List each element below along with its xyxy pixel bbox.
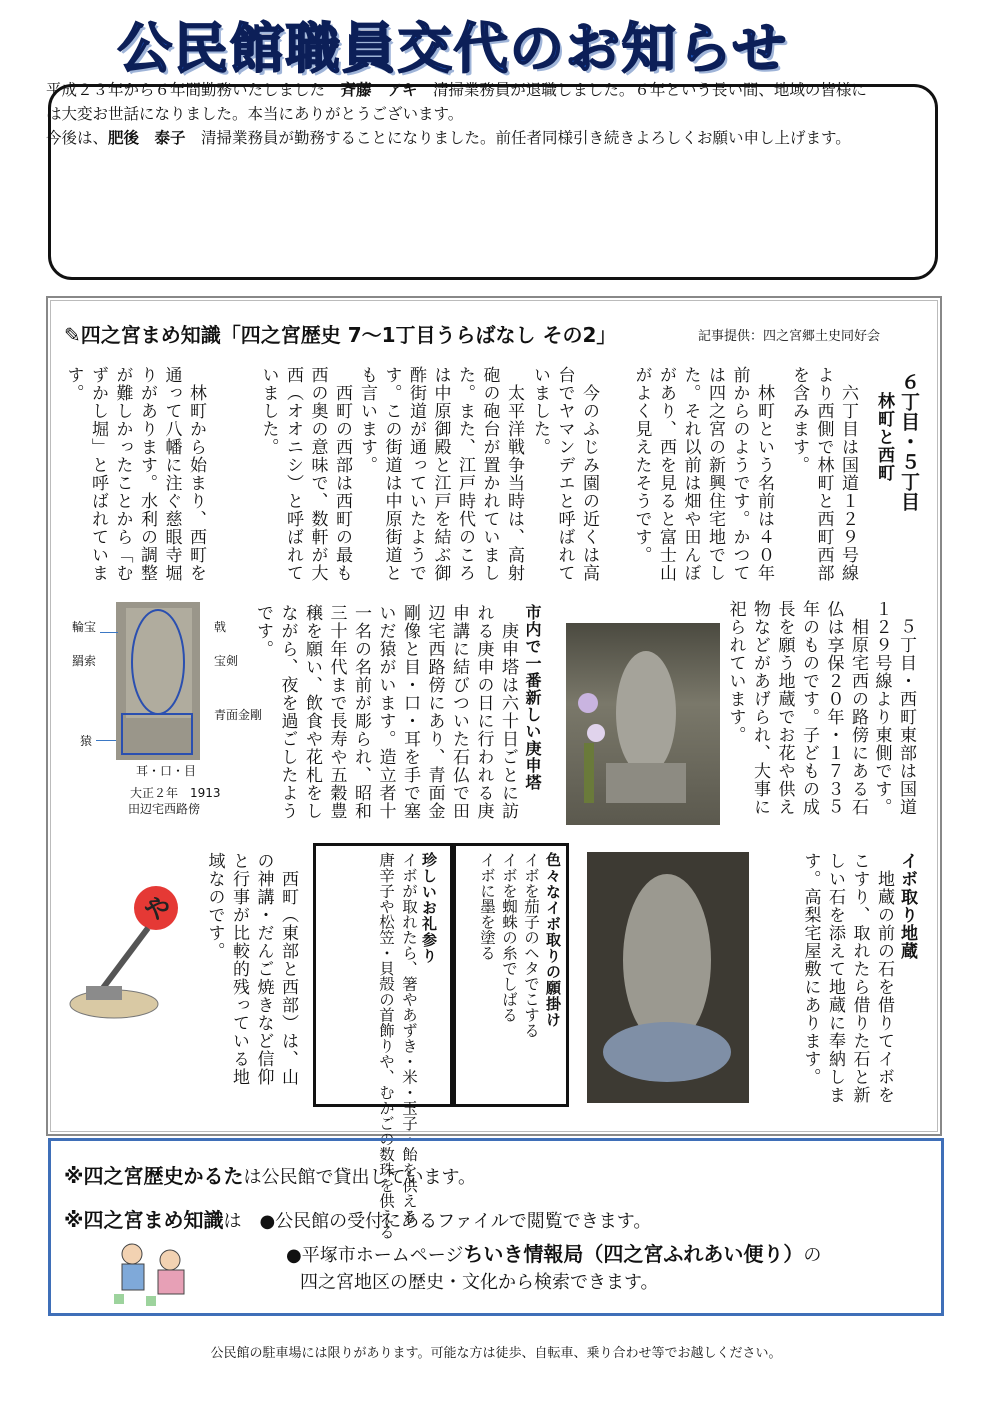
- notice-p1-b: 清掃業務員が退職しました。６年という長い間、地域の皆様には大変お世話になりました。本当にありがとうございます。: [46, 81, 867, 123]
- text-war-history: 太平洋戦争当時は、高射砲の砲台が置かれていました。また、江戸時代のころは中原御殿と江戸を結ぶ御酢街道が通っていたようです。この街道は中原街道とも言います。: [357, 366, 524, 582]
- text-route-129: 六丁目は国道１２９号線より西側で林町と西町西部を含みます。: [789, 366, 858, 582]
- koshin-text: 庚申塔は六十日ごとに訪れる庚申の日に行われる庚申講に結びついた石仏で田辺宅西路傍にあり、青面金剛像と目・口・耳を手で塞いだ猿がいます。造立者十一名の名前が彫られ、昭和三十年代まで長寿や五穀豊穣を願い、飲食や花札をしながら、夜を過ごしたようです。: [253, 604, 518, 820]
- badge-char: や: [144, 895, 171, 925]
- koshin-stone-photo: [116, 602, 200, 760]
- info-line-homepage: ●平塚市ホームページちいき情報局（四之宮ふれあい便り）の: [286, 1242, 822, 1266]
- text-yamandee: 今のふじみ園の近くは高台でヤマンデエと呼ばれていました。: [530, 366, 599, 582]
- article-credit: 記事提供：四之宮郷土史同好会: [698, 329, 881, 344]
- new-staff-name: 肥後 泰子: [108, 129, 186, 147]
- section-title-area: 林町と西町: [874, 392, 894, 482]
- label-monkey: 猿: [80, 734, 93, 748]
- anti-aircraft-illustration: [64, 880, 184, 1026]
- info-line-karuta: ※四之宮歴史かるたは公民館で貸出しています。: [64, 1164, 477, 1188]
- ibo-jizo-photo: [587, 852, 749, 1103]
- info-line-search: 四之宮地区の歴史・文化から検索できます。: [300, 1272, 659, 1293]
- section-title-chome: ６丁目・５丁目: [898, 372, 920, 512]
- label-ear-mouth-eye: 耳・口・目: [136, 764, 197, 778]
- karuta-illustration: [104, 1238, 196, 1308]
- text-jigenji-bori: 林町から始まり、西町を通って八幡に注ぐ慈眼寺堀りがあります。水利の調整が難しかったことから「むずかし堀」と呼ばれています。: [63, 366, 206, 582]
- notice-p1-a: 平成２３年から６年間勤務いたしました: [46, 81, 341, 99]
- label-shomen-kongo: 青面金剛: [214, 708, 263, 722]
- text-hayashicho: 林町という名前は４０年前からのようです。かつては四之宮の新興住宅地でした。それ以前は畑や田んぼがあり、西を見ると富士山がよく見えたそうです。: [631, 366, 774, 582]
- footer-note: 公民館の駐車場には限りがあります。可能な方は徒歩、自転車、乗り合わせ等でお越しください。: [210, 1346, 782, 1361]
- ibo-methods-title: 色々なイボ取りの願掛け: [544, 852, 562, 1028]
- notice-p2-a: 今後は、: [46, 129, 109, 147]
- text-5chome: ５丁目・西町東部は国道１２９号線より東側です。: [871, 600, 916, 816]
- text-nishimachi-west: 西町の西部は西町の最も西の奥の意味で、数軒が大西（オオニシ）と呼ばれていました。: [258, 366, 352, 582]
- article-heading: ✎四之宮まめ知識「四之宮歴史 7～1丁目うらばなし その2」: [64, 323, 617, 347]
- label-rinpo: 輪宝: [72, 620, 97, 634]
- ibo-jizo-title: イボ取り地蔵: [897, 852, 917, 960]
- jizo-photo: [566, 623, 720, 825]
- label-kenjaku: 羂索: [72, 654, 97, 668]
- notice-title: 公民館職員交代のお知らせ: [117, 17, 789, 80]
- caption-date: 大正２年 1913: [130, 786, 221, 800]
- koshin-title: 市内で一番新しい庚申塔: [523, 604, 542, 791]
- nishimachi-text: 西町（東部と西部）は、山の神講・だんご焼きなど信仰と行事が比較的残っている地域なのです。: [204, 852, 298, 1086]
- notice-body: [30, 78, 870, 150]
- ibo-jizo-text: 地蔵の前の石を借りてイボをこすり、取れたら借りた石と新しい石を添えて地蔵に奉納します。高梨宅屋敷にあります。: [800, 852, 894, 1104]
- caption-location: 田辺宅西路傍: [128, 802, 201, 816]
- text-stone-buddha: 相原宅西の路傍にある石仏は享保２０年・１７３５年のものです。子どもの成長を願う地蔵でお花や供え物などがあげられ、大事に祀られています。: [725, 600, 868, 816]
- label-houken: 宝剣: [214, 654, 239, 668]
- notice-p2-b: 清掃業務員が勤務することになりました。前任者同様引き続きよろしくお願い申し上げます。: [185, 129, 851, 147]
- retiring-staff-name: 斉藤 アキ: [340, 81, 418, 99]
- thanks-title: 珍しいお礼参り: [420, 852, 438, 964]
- label-geki: 戟: [214, 620, 227, 634]
- thanks-list: イボが取れたら、箸やあずき・米・玉子・飴を供える 唐辛子や松笠・貝殻の首飾りや、むかごの数珠を供える: [377, 852, 418, 1240]
- info-line-mame: ※四之宮まめ知識は ●公民館の受付にあるファイルで閲覧できます。: [64, 1208, 652, 1232]
- ibo-methods-list: イボを茄子のヘタでこする イボを蜘蛛の糸でしばる イボに墨を塗る: [478, 852, 540, 1038]
